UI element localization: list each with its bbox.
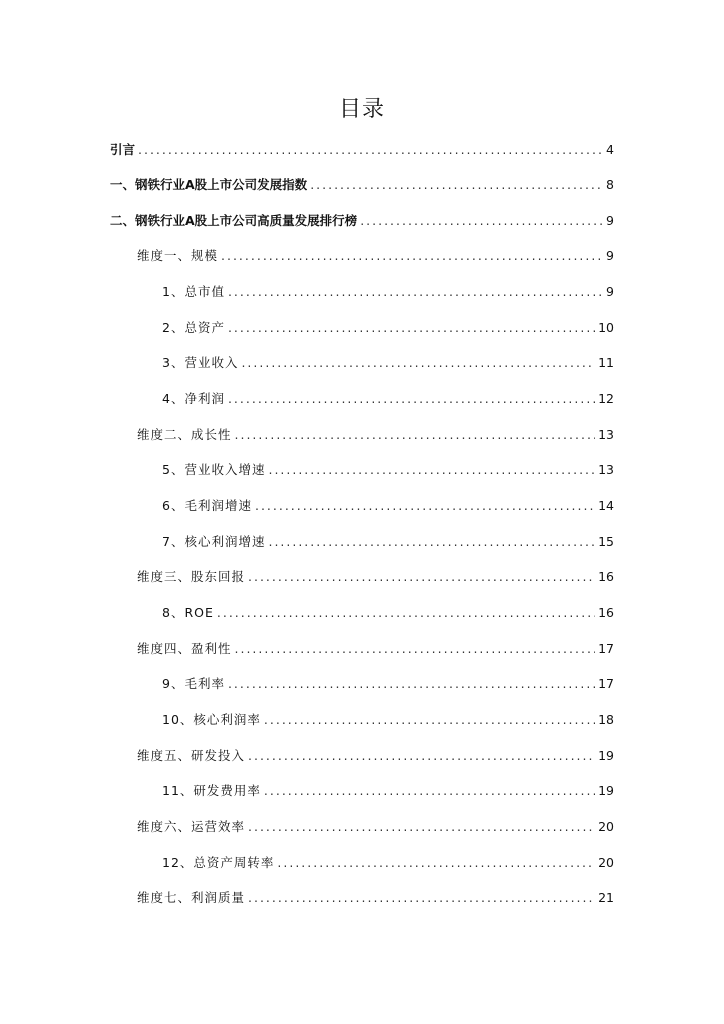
toc-entry-label: 2、总资产: [162, 320, 225, 335]
dot-leader: [235, 426, 596, 444]
toc-entry-page: 13: [598, 427, 614, 442]
toc-entry-page: 21: [598, 890, 614, 905]
toc-entry[interactable]: [162, 461, 614, 479]
toc-entry[interactable]: [110, 212, 614, 230]
toc-entry-page: 8: [606, 177, 614, 192]
toc-entry-page: 9: [606, 213, 614, 228]
dot-leader: [310, 176, 603, 194]
toc-entry-label: 4、净利润: [162, 391, 225, 406]
toc-entry-page: 16: [598, 605, 614, 620]
toc-entry-page: 11: [598, 355, 614, 370]
dot-leader: [241, 354, 595, 372]
toc-entry-label: 3、营业收入: [162, 355, 239, 370]
dot-leader: [138, 141, 603, 159]
toc-entry-label: 二、钢铁行业A股上市公司高质量发展排行榜: [110, 213, 358, 228]
toc-entry-label: 引言: [110, 142, 136, 157]
toc-entry-page: 18: [598, 712, 614, 727]
toc-entry-page: 19: [598, 748, 614, 763]
toc-entry[interactable]: [162, 390, 614, 408]
toc-entry-page: 9: [606, 248, 614, 263]
toc-entry[interactable]: [162, 497, 614, 515]
toc-entry-label: 维度七、利润质量: [137, 890, 246, 905]
toc-entry-page: 15: [598, 534, 614, 549]
toc-entry-page: 17: [598, 641, 614, 656]
toc-entry-label: 维度五、研发投入: [137, 748, 246, 763]
toc-entry-page: 10: [598, 320, 614, 335]
dot-leader: [248, 747, 595, 765]
toc-entry[interactable]: [137, 568, 614, 586]
dot-leader: [248, 568, 595, 586]
toc-entry[interactable]: [137, 640, 614, 658]
toc-entry-label: 维度四、盈利性: [137, 641, 232, 656]
toc-entry-page: 4: [606, 142, 614, 157]
toc-entry-label: 1、总市值: [162, 284, 225, 299]
toc-entry-label: 维度三、股东回报: [137, 569, 246, 584]
dot-leader: [235, 640, 596, 658]
toc-entry-page: 13: [598, 462, 614, 477]
toc-entry-label: 维度一、规模: [137, 248, 219, 263]
dot-leader: [255, 497, 595, 515]
toc-entry[interactable]: [162, 354, 614, 372]
toc-entry-page: 9: [606, 284, 614, 299]
toc-entry[interactable]: [137, 818, 614, 836]
toc-entry[interactable]: [162, 533, 614, 551]
toc-entry[interactable]: [162, 854, 614, 872]
toc-entry[interactable]: [162, 283, 614, 301]
toc-entry[interactable]: [137, 889, 614, 907]
dot-leader: [217, 604, 595, 622]
toc-entry[interactable]: [162, 604, 614, 622]
toc-entry-label: 11、研发费用率: [162, 783, 261, 798]
dot-leader: [268, 533, 595, 551]
toc-entry-page: 16: [598, 569, 614, 584]
toc-entry-page: 14: [598, 498, 614, 513]
toc-entry-label: 6、毛利润增速: [162, 498, 252, 513]
dot-leader: [248, 889, 595, 907]
dot-leader: [228, 390, 595, 408]
toc-entry-page: 20: [598, 819, 614, 834]
toc-entry[interactable]: [162, 675, 614, 693]
toc-entry-label: 维度六、运营效率: [137, 819, 246, 834]
toc-entry[interactable]: [110, 141, 614, 159]
toc-entry-label: 维度二、成长性: [137, 427, 232, 442]
dot-leader: [268, 461, 595, 479]
page-title: 目录: [338, 97, 385, 122]
toc-entry-label: 10、核心利润率: [162, 712, 261, 727]
toc-entry-label: 一、钢铁行业A股上市公司发展指数: [110, 177, 308, 192]
toc-entry[interactable]: [137, 247, 614, 265]
dot-leader: [228, 319, 595, 337]
toc-entry[interactable]: [162, 711, 614, 729]
toc-entry-label: 8、ROE: [162, 605, 214, 620]
dot-leader: [221, 247, 603, 265]
toc-entry[interactable]: [162, 782, 614, 800]
dot-leader: [228, 283, 603, 301]
toc-entry[interactable]: [162, 319, 614, 337]
toc-entry-page: 20: [598, 855, 614, 870]
toc-entry-page: 17: [598, 676, 614, 691]
toc-entry-label: 9、毛利率: [162, 676, 225, 691]
toc-entry-page: 12: [598, 391, 614, 406]
dot-leader: [264, 711, 595, 729]
toc-entry[interactable]: [110, 176, 614, 194]
toc-entry-label: 12、总资产周转率: [162, 855, 275, 870]
dot-leader: [277, 854, 595, 872]
dot-leader: [264, 782, 595, 800]
dot-leader: [248, 818, 595, 836]
toc-entry-page: 19: [598, 783, 614, 798]
toc-entry-label: 5、营业收入增速: [162, 462, 266, 477]
dot-leader: [360, 212, 603, 230]
toc-entry[interactable]: [137, 426, 614, 444]
dot-leader: [228, 675, 595, 693]
toc-entry[interactable]: [137, 747, 614, 765]
toc-entry-label: 7、核心利润增速: [162, 534, 266, 549]
